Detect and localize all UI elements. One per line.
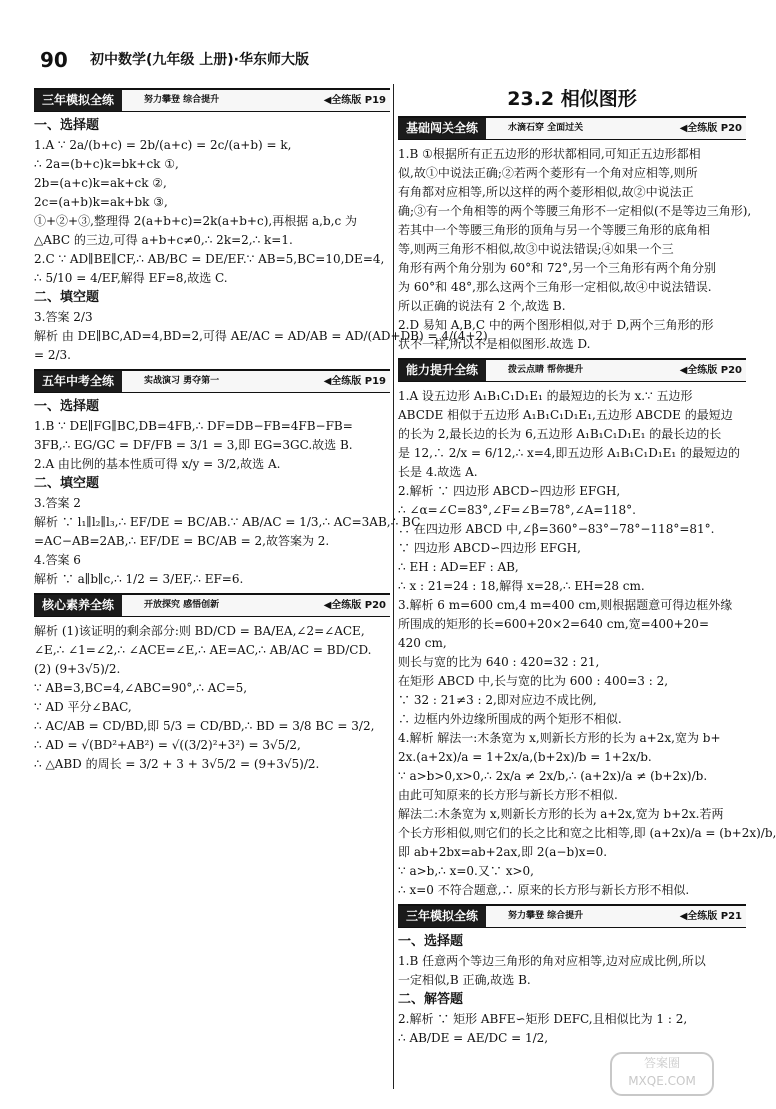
right-column — [398, 84, 776, 1089]
section-ref: ◀全练版 P19 — [323, 376, 386, 387]
text-line: 1.A ∵ 2a/(b+c) = 2b/(a+c) = 2c/(a+b) = k, — [34, 138, 292, 152]
section-header — [398, 358, 746, 382]
text-line: 解析 由 DE∥BC,AD=4,BD=2,可得 AE/AC = AD/AB = AD/(AD+DB) = 4/(4+2) — [34, 329, 488, 343]
section-ref: ◀全练版 P19 — [323, 95, 386, 106]
text-line: 3.答案 2/3 — [34, 310, 93, 324]
page-header — [0, 0, 750, 70]
section-tag: 核心素养全练 — [34, 595, 122, 616]
text-line: 解析 ∵ a∥b∥c,∴ 1/2 = 3/EF,∴ EF=6. — [34, 572, 244, 586]
text-line: ∴ AD = √(BD²+AB²) = √((3/2)²+3²) = 3√5/2, — [34, 738, 301, 752]
text-line: 3.答案 2 — [34, 496, 81, 510]
text-line: 2.C ∵ AD∥BE∥CF,∴ AB/BC = DE/EF.∵ AB=5,BC=10,DE=4, — [34, 252, 385, 266]
text-line: 1.B 任意两个等边三角形的角对应相等,边对应成比例,所以 — [398, 954, 706, 968]
book-title: 初中数学(九年级 上册)·华东师大版 — [90, 52, 309, 68]
text-line: ∴ △ABD 的周长 = 3/2 + 3 + 3√5/2 = (9+3√5)/2. — [34, 757, 320, 771]
text-line: ∵ a>b,∴ x=0.又∵ x>0, — [398, 864, 534, 878]
text-line: 在矩形 ABCD 中,长与宽的比为 600 : 400=3 : 2, — [398, 674, 669, 688]
watermark-text: 答案圈 — [643, 1056, 680, 1070]
column-divider — [393, 84, 394, 1089]
text-line: 2x.(a+2x)/a = 1+2x/a,(b+2x)/b = 1+2x/b. — [398, 750, 652, 764]
page-number: 90 — [40, 48, 68, 72]
text-line: 一定相似,B 正确,故选 B. — [398, 973, 531, 987]
section-motto: 水滴石穿 全面过关 — [508, 123, 584, 133]
text-line: = 2/3. — [34, 348, 71, 362]
text-line: ∴ ∠α=∠C=83°,∠F=∠B=78°,∠A=118°. — [398, 503, 636, 517]
section-tag: 能力提升全练 — [398, 360, 486, 381]
text-line: ∴ 在四边形 ABCD 中,∠β=360°−83°−78°−118°=81°. — [398, 522, 715, 536]
text-line: 解析 (1)该证明的剩余部分:则 BD/CD = BA/EA,∠2=∠ACE, — [34, 624, 365, 638]
text-line: ∵ 四边形 ABCD∽四边形 EFGH, — [398, 541, 581, 555]
text-line: ∵ a>b>0,x>0,∴ 2x/a ≠ 2x/b,∴ (a+2x)/a ≠ (b+2x)/b. — [398, 769, 708, 783]
text-line: 状不一样,所以不是相似图形.故选 D. — [398, 337, 591, 351]
subsection-heading: 一、选择题 — [398, 934, 464, 949]
section-ref: ◀全练版 P20 — [323, 600, 386, 611]
section-header — [398, 116, 746, 140]
text-line: 2.D 易知 A,B,C 中的两个图形相似,对于 D,两个三角形的形 — [398, 318, 714, 332]
section-motto: 努力攀登 综合提升 — [144, 95, 220, 105]
text-line: 为 60°和 48°,那么这两个三角形一定相似,故④中说法错误. — [398, 280, 712, 294]
text-line: 似,故①中说法正确;②若两个菱形有一个角对应相等,则所 — [398, 166, 698, 180]
subsection-heading: 一、选择题 — [34, 118, 100, 133]
text-line: ∵ AD 平分∠BAC, — [34, 700, 132, 714]
text-line: 2.解析 ∵ 矩形 ABFE∽矩形 DEFC,且相似比为 1 : 2, — [398, 1012, 688, 1026]
section-tag: 基础闯关全练 — [398, 118, 486, 139]
text-line: △ABC 的三边,可得 a+b+c≠0,∴ 2k=2,∴ k=1. — [34, 233, 293, 247]
section-title: 23.2 相似图形 — [507, 88, 637, 110]
text-line: 则长与宽的比为 640 : 420=32 : 21, — [398, 655, 600, 669]
text-line: 确;③有一个角相等的两个等腰三角形不一定相似(不是等边三角形), — [398, 204, 752, 218]
text-line: ABCDE 相似于五边形 A₁B₁C₁D₁E₁,五边形 ABCDE 的最短边 — [398, 408, 733, 422]
text-line: ∴ 边框内外边缘所围成的两个矩形不相似. — [398, 712, 622, 726]
text-line: 角形有两个角分别为 60°和 72°,另一个三角形有两个角分别 — [398, 261, 716, 275]
text-line: ∴ 2a=(b+c)k=bk+ck ①, — [34, 157, 179, 171]
subsection-heading: 一、选择题 — [34, 399, 100, 414]
text-line: (2) (9+3√5)/2. — [34, 662, 121, 676]
text-line: ∴ 5/10 = 4/EF,解得 EF=8,故选 C. — [34, 271, 228, 285]
section-ref: ◀全练版 P20 — [679, 123, 742, 134]
section-tag: 三年模拟全练 — [398, 906, 486, 927]
text-line: ∵ 32 : 21≠3 : 2,即对应边不成比例, — [398, 693, 597, 707]
text-line: ∴ AB/DE = AE/DC = 1/2, — [398, 1031, 549, 1045]
text-line: 1.B ①根据所有正五边形的形状都相同,可知正五边形都相 — [398, 147, 701, 161]
text-line: 3FB,∴ EG/GC = DF/FB = 3/1 = 3,即 EG=3GC.故选 B. — [34, 438, 353, 452]
section-motto: 开放探究 感悟创新 — [144, 600, 220, 610]
watermark-url: MXQE.COM — [628, 1074, 696, 1088]
text-line: 所围成的矩形的长=600+20×2=640 cm,宽=400+20= — [398, 617, 709, 631]
text-line: ∠E,∴ ∠1=∠2,∴ ∠ACE=∠E,∴ AE=AC,∴ AB/AC = BD/CD. — [34, 643, 372, 657]
text-line: 等,则两三角形不相似,故③中说法错误;④如果一个三 — [398, 242, 674, 256]
text-line: 2c=(a+b)k=ak+bk ③, — [34, 195, 168, 209]
text-line: 4.答案 6 — [34, 553, 81, 567]
subsection-heading: 二、解答题 — [398, 992, 464, 1007]
text-line: =AC−AB=2AB,∴ EF/DE = BC/AB = 2,故答案为 2. — [34, 534, 330, 548]
section-motto: 拨云点睛 帮你提升 — [508, 365, 584, 375]
section-ref: ◀全练版 P21 — [679, 911, 742, 922]
text-line: 若其中一个等腰三角形的顶角与另一个等腰三角形的底角相 — [398, 223, 711, 237]
text-line: 即 ab+2bx=ab+2ax,即 2(a−b)x=0. — [398, 845, 608, 859]
text-line: 有角都对应相等,所以这样的两个菱形相似,故②中说法正 — [398, 185, 694, 199]
text-line: 解法二:木条宽为 x,则新长方形的长为 a+2x,宽为 b+2x.若两 — [398, 807, 724, 821]
subsection-heading: 二、填空题 — [34, 290, 100, 305]
text-line: ∵ AB=3,BC=4,∠ABC=90°,∴ AC=5, — [34, 681, 248, 695]
text-line: 2.解析 ∵ 四边形 ABCD∽四边形 EFGH, — [398, 484, 621, 498]
text-line: ∴ AC/AB = CD/BD,即 5/3 = CD/BD,∴ BD = 3/8 BC = 3/2, — [34, 719, 375, 733]
text-line: 所以正确的说法有 2 个,故选 B. — [398, 299, 566, 313]
subsection-heading: 二、填空题 — [34, 476, 100, 491]
watermark-logo — [610, 1052, 714, 1096]
text-line: ∴ EH : AD=EF : AB, — [398, 560, 519, 574]
text-line: 2.A 由比例的基本性质可得 x/y = 3/2,故选 A. — [34, 457, 281, 471]
text-line: 3.解析 6 m=600 cm,4 m=400 cm,则根据题意可得边框外缘 — [398, 598, 733, 612]
text-line: 解析 ∵ l₁∥l₂∥l₃,∴ EF/DE = BC/AB.∵ AB/AC = 1/3,∴ AC=3AB,∴ BC — [34, 515, 421, 529]
text-line: ∴ x=0 不符合题意,∴ 原来的长方形与新长方形不相似. — [398, 883, 690, 897]
text-line: 4.解析 解法一:木条宽为 x,则新长方形的长为 a+2x,宽为 b+ — [398, 731, 721, 745]
section-tag: 三年模拟全练 — [34, 90, 122, 111]
text-line: 1.A 设五边形 A₁B₁C₁D₁E₁ 的最短边的长为 x.∵ 五边形 — [398, 389, 693, 403]
text-line: 的长为 2,最长边的长为 6,五边形 A₁B₁C₁D₁E₁ 的最长边的长 — [398, 427, 722, 441]
text-line: 2b=(a+c)k=ak+ck ②, — [34, 176, 167, 190]
text-line: ∴ x : 21=24 : 18,解得 x=28,∴ EH=28 cm. — [398, 579, 645, 593]
section-motto: 实战演习 勇夺第一 — [144, 376, 220, 386]
text-line: ①+②+③,整理得 2(a+b+c)=2k(a+b+c),再根据 a,b,c 为 — [34, 214, 358, 228]
text-line: 由此可知原来的长方形与新长方形不相似. — [398, 788, 618, 802]
section-ref: ◀全练版 P20 — [679, 365, 742, 376]
section-motto: 努力攀登 综合提升 — [508, 911, 584, 921]
text-line: 1.B ∵ DE∥FG∥BC,DB=4FB,∴ DF=DB−FB=4FB−FB= — [34, 419, 353, 433]
section-header — [398, 904, 746, 928]
section-tag: 五年中考全练 — [34, 371, 122, 392]
section-header — [34, 593, 390, 617]
section-header — [34, 88, 390, 112]
text-line: 长是 4.故选 A. — [398, 465, 478, 479]
text-line: 420 cm, — [398, 636, 447, 650]
text-line: 个长方形相似,则它们的长之比和宽之比相等,即 (a+2x)/a = (b+2x)/b, — [398, 826, 776, 840]
section-header — [34, 369, 390, 393]
text-line: 是 12,∴ 2/x = 6/12,∴ x=4,即五边形 A₁B₁C₁D₁E₁ 的最短边的 — [398, 446, 741, 460]
